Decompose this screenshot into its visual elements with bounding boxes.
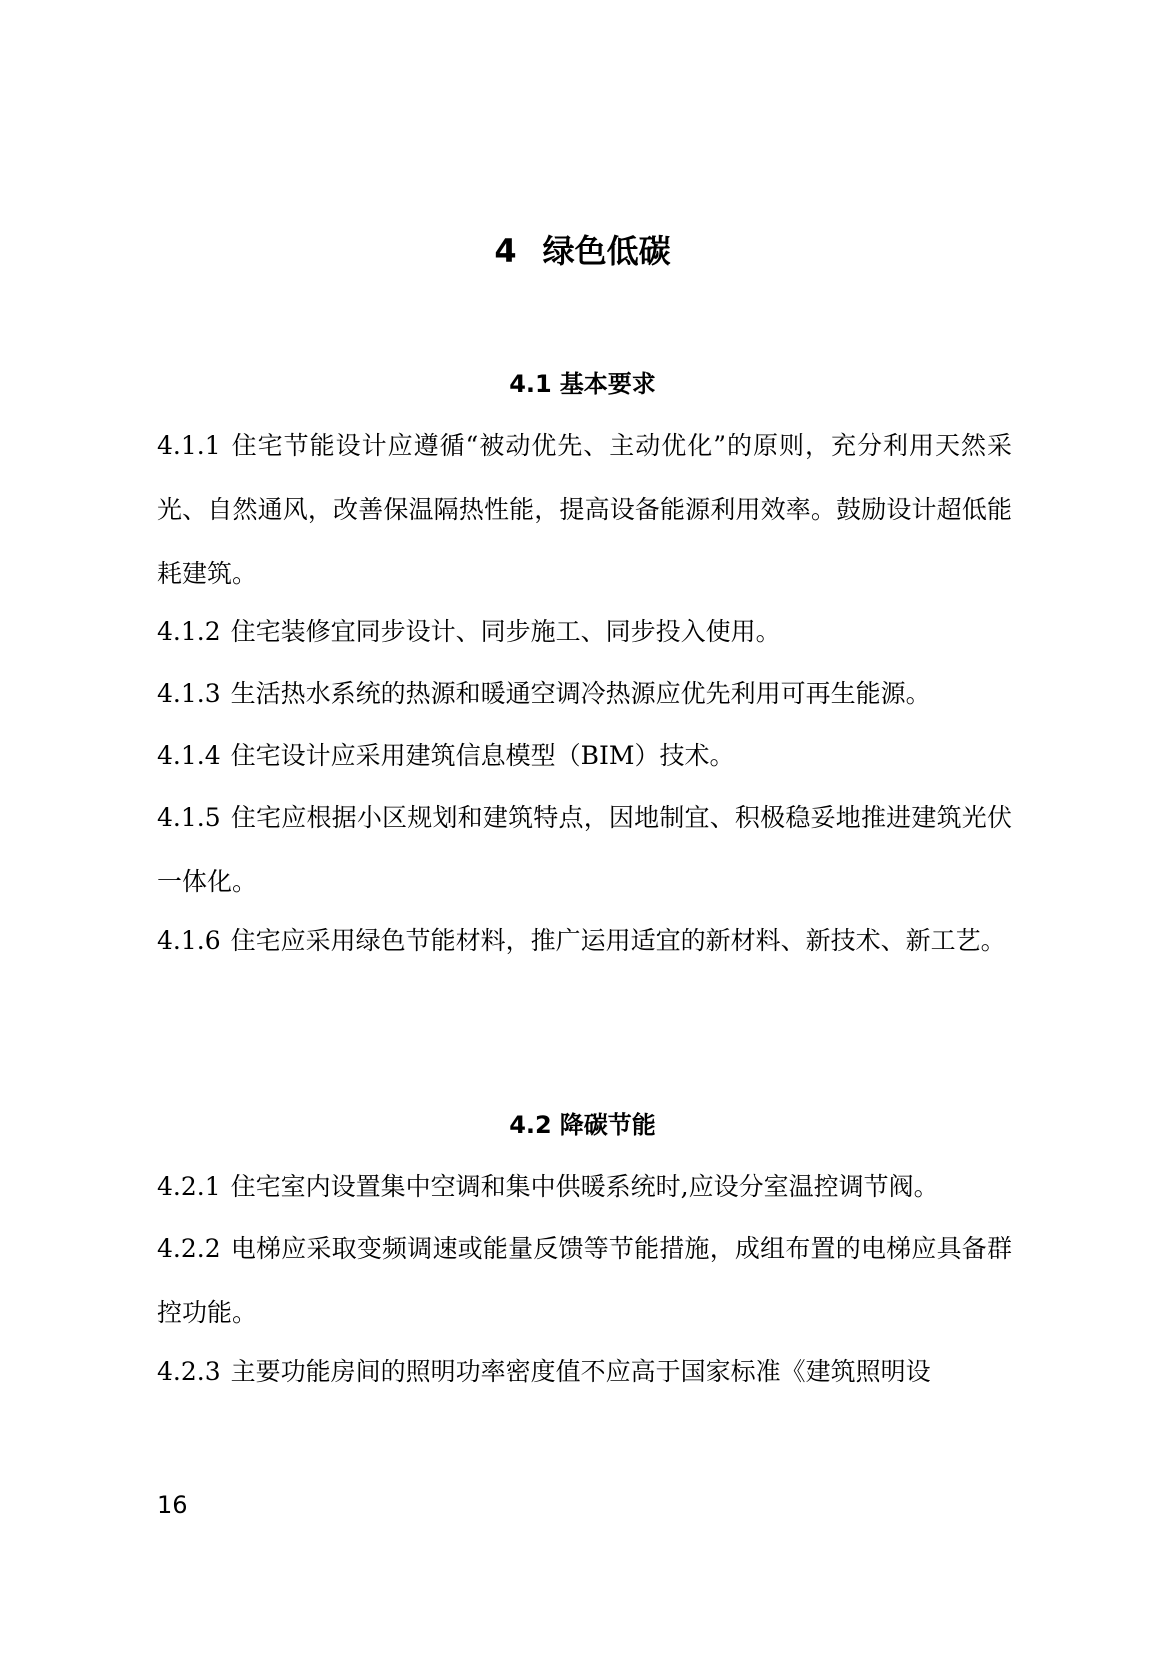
clause-number: 4.1.6: [157, 926, 221, 955]
section-number: 4.2: [509, 1111, 552, 1139]
clause-text: 住宅应采用绿色节能材料，推广运用适宜的新材料、新技术、新工艺。: [230, 926, 1006, 955]
section-title-text: 降碳节能: [559, 1111, 656, 1139]
clause-4-1-4: [157, 724, 1012, 788]
clause-text: 住宅装修宜同步设计、同步施工、同步投入使用。: [230, 617, 781, 646]
clause-4-1-2: [157, 600, 1012, 664]
clause-text: 住宅设计应采用建筑信息模型（BIM）技术。: [230, 741, 735, 770]
clause-4-1-5: [157, 786, 1012, 914]
clause-text: 住宅室内设置集中空调和集中供暖系统时,应设分室温控调节阀。: [230, 1172, 939, 1201]
section-title-text: 基本要求: [559, 370, 656, 398]
clause-number: 4.1.5: [157, 803, 221, 832]
clause-number: 4.1.1: [157, 431, 221, 460]
section-title-4-2: [0, 1107, 1165, 1143]
clause-text: 住宅节能设计应遵循“被动优先、主动优化”的原则，充分利用天然采光、自然通风，改善保温隔热性能，提高设备能源利用效率。鼓励设计超低能耗建筑。: [157, 431, 1012, 588]
clause-number: 4.2.2: [157, 1234, 221, 1263]
clause-text: 生活热水系统的热源和暖通空调冷热源应优先利用可再生能源。: [230, 679, 931, 708]
clause-number: 4.1.2: [157, 617, 221, 646]
clause-4-1-6: [157, 909, 1012, 973]
clause-4-2-2: [157, 1217, 1012, 1345]
clause-4-2-3: [157, 1340, 1012, 1404]
section-number: 4.1: [509, 370, 552, 398]
clause-text: 住宅应根据小区规划和建筑特点，因地制宜、积极稳妥地推进建筑光伏一体化。: [157, 803, 1012, 896]
chapter-title-text: 绿色低碳: [542, 232, 671, 270]
section-title-4-1: [0, 366, 1165, 402]
clause-number: 4.1.4: [157, 741, 221, 770]
clause-4-1-1: [157, 414, 1012, 606]
clause-text: 主要功能房间的照明功率密度值不应高于国家标准《建筑照明设: [230, 1357, 931, 1386]
clause-number: 4.2.1: [157, 1172, 221, 1201]
chapter-number: 4: [494, 232, 517, 270]
clause-4-2-1: [157, 1155, 1012, 1219]
chapter-title: [0, 228, 1165, 274]
clause-number: 4.1.3: [157, 679, 221, 708]
page-number: 16: [157, 1491, 188, 1519]
clause-4-1-3: [157, 662, 1012, 726]
clause-text: 电梯应采取变频调速或能量反馈等节能措施，成组布置的电梯应具备群控功能。: [157, 1234, 1012, 1327]
clause-number: 4.2.3: [157, 1357, 221, 1386]
